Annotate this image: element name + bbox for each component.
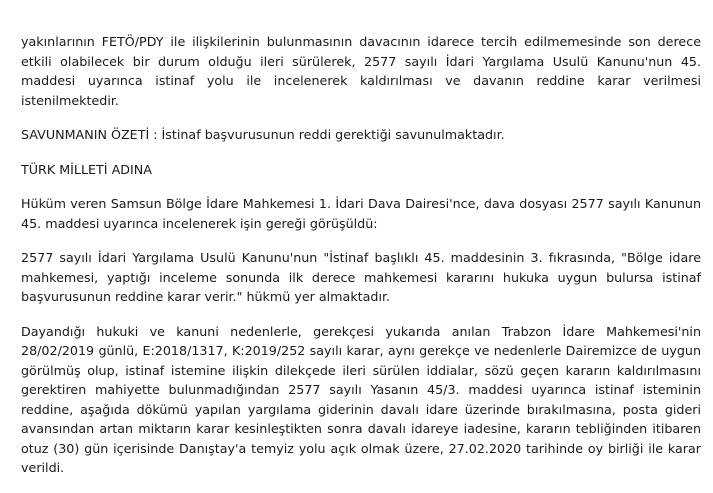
- document-body: [21, 32, 701, 493]
- paragraph-defense-summary: SAVUNMANIN ÖZETİ : İstinaf başvurusunun reddi gerektiği savunulmaktadır.: [21, 127, 505, 142]
- paragraph-court-review: Hüküm veren Samsun Bölge İdare Mahkemesi 1. İdari Dava Dairesi'nce, dava dosyası 2577 sayılı Kanunun 45. maddesi uyarınca incelenerek işin gereği görüşüldü:: [21, 196, 701, 231]
- paragraph-law-article: 2577 sayılı İdari Yargılama Usulü Kanunu'nun "İstinaf başlıklı 45. maddesinin 3. fıkrasında, "Bölge idare mahkemesi, yaptığı inceleme sonunda ilk derece mahkemesi kararını hukuka uygun bulursa istinaf başvurusunun reddine karar verir." hükmü yer almaktadır.: [21, 250, 701, 304]
- paragraph-decision: Dayandığı hukuki ve kanuni nedenlerle, gerekçesi yukarıda anılan Trabzon İdare Mahkemesi'nin 28/02/2019 günlü, E:2018/1317, K:2019/252 sayılı karar, aynı gerekçe ve nedenlerle Dairemizce de uygun görülmüş olup, istinaf istemine ilişkin dilekçede ileri sürülen iddialar, sözü geçen kararın kaldırılmasını gerektiren mahiyette bulunmadığından 2577 sayılı Yasanın 45/3. maddesi uyarınca istinaf isteminin reddine, aşağıda dökümü yapılan yargılama giderinin davalı idare üzerinde bırakılmasına, posta gideri avansından artan miktarın karar kesinleştikten sonra davalı idareye iadesine, kararın tebliğinden itibaren otuz (30) gün içerisinde Danıştay'a temyiz yolu açık olmak üzere, 27.02.2020 tarihinde oy birliği ile karar verildi.: [21, 323, 701, 475]
- heading-turk-milleti-adina: TÜRK MİLLETİ ADINA: [21, 161, 152, 177]
- paragraph-request-continuation: yakınlarının FETÖ/PDY ile ilişkilerinin bulunmasının davacının idarece tercih edilmemesinde son derece etkili olabilecek bir durum olduğu ileri sürülerek, 2577 sayılı İdari Yargılama Usulü Kanunu'nun 45. maddesi uyarınca istinaf yolu ile incelenerek kaldırılması ve davanın reddine karar verilmesi istenilmektedir.: [21, 34, 701, 108]
